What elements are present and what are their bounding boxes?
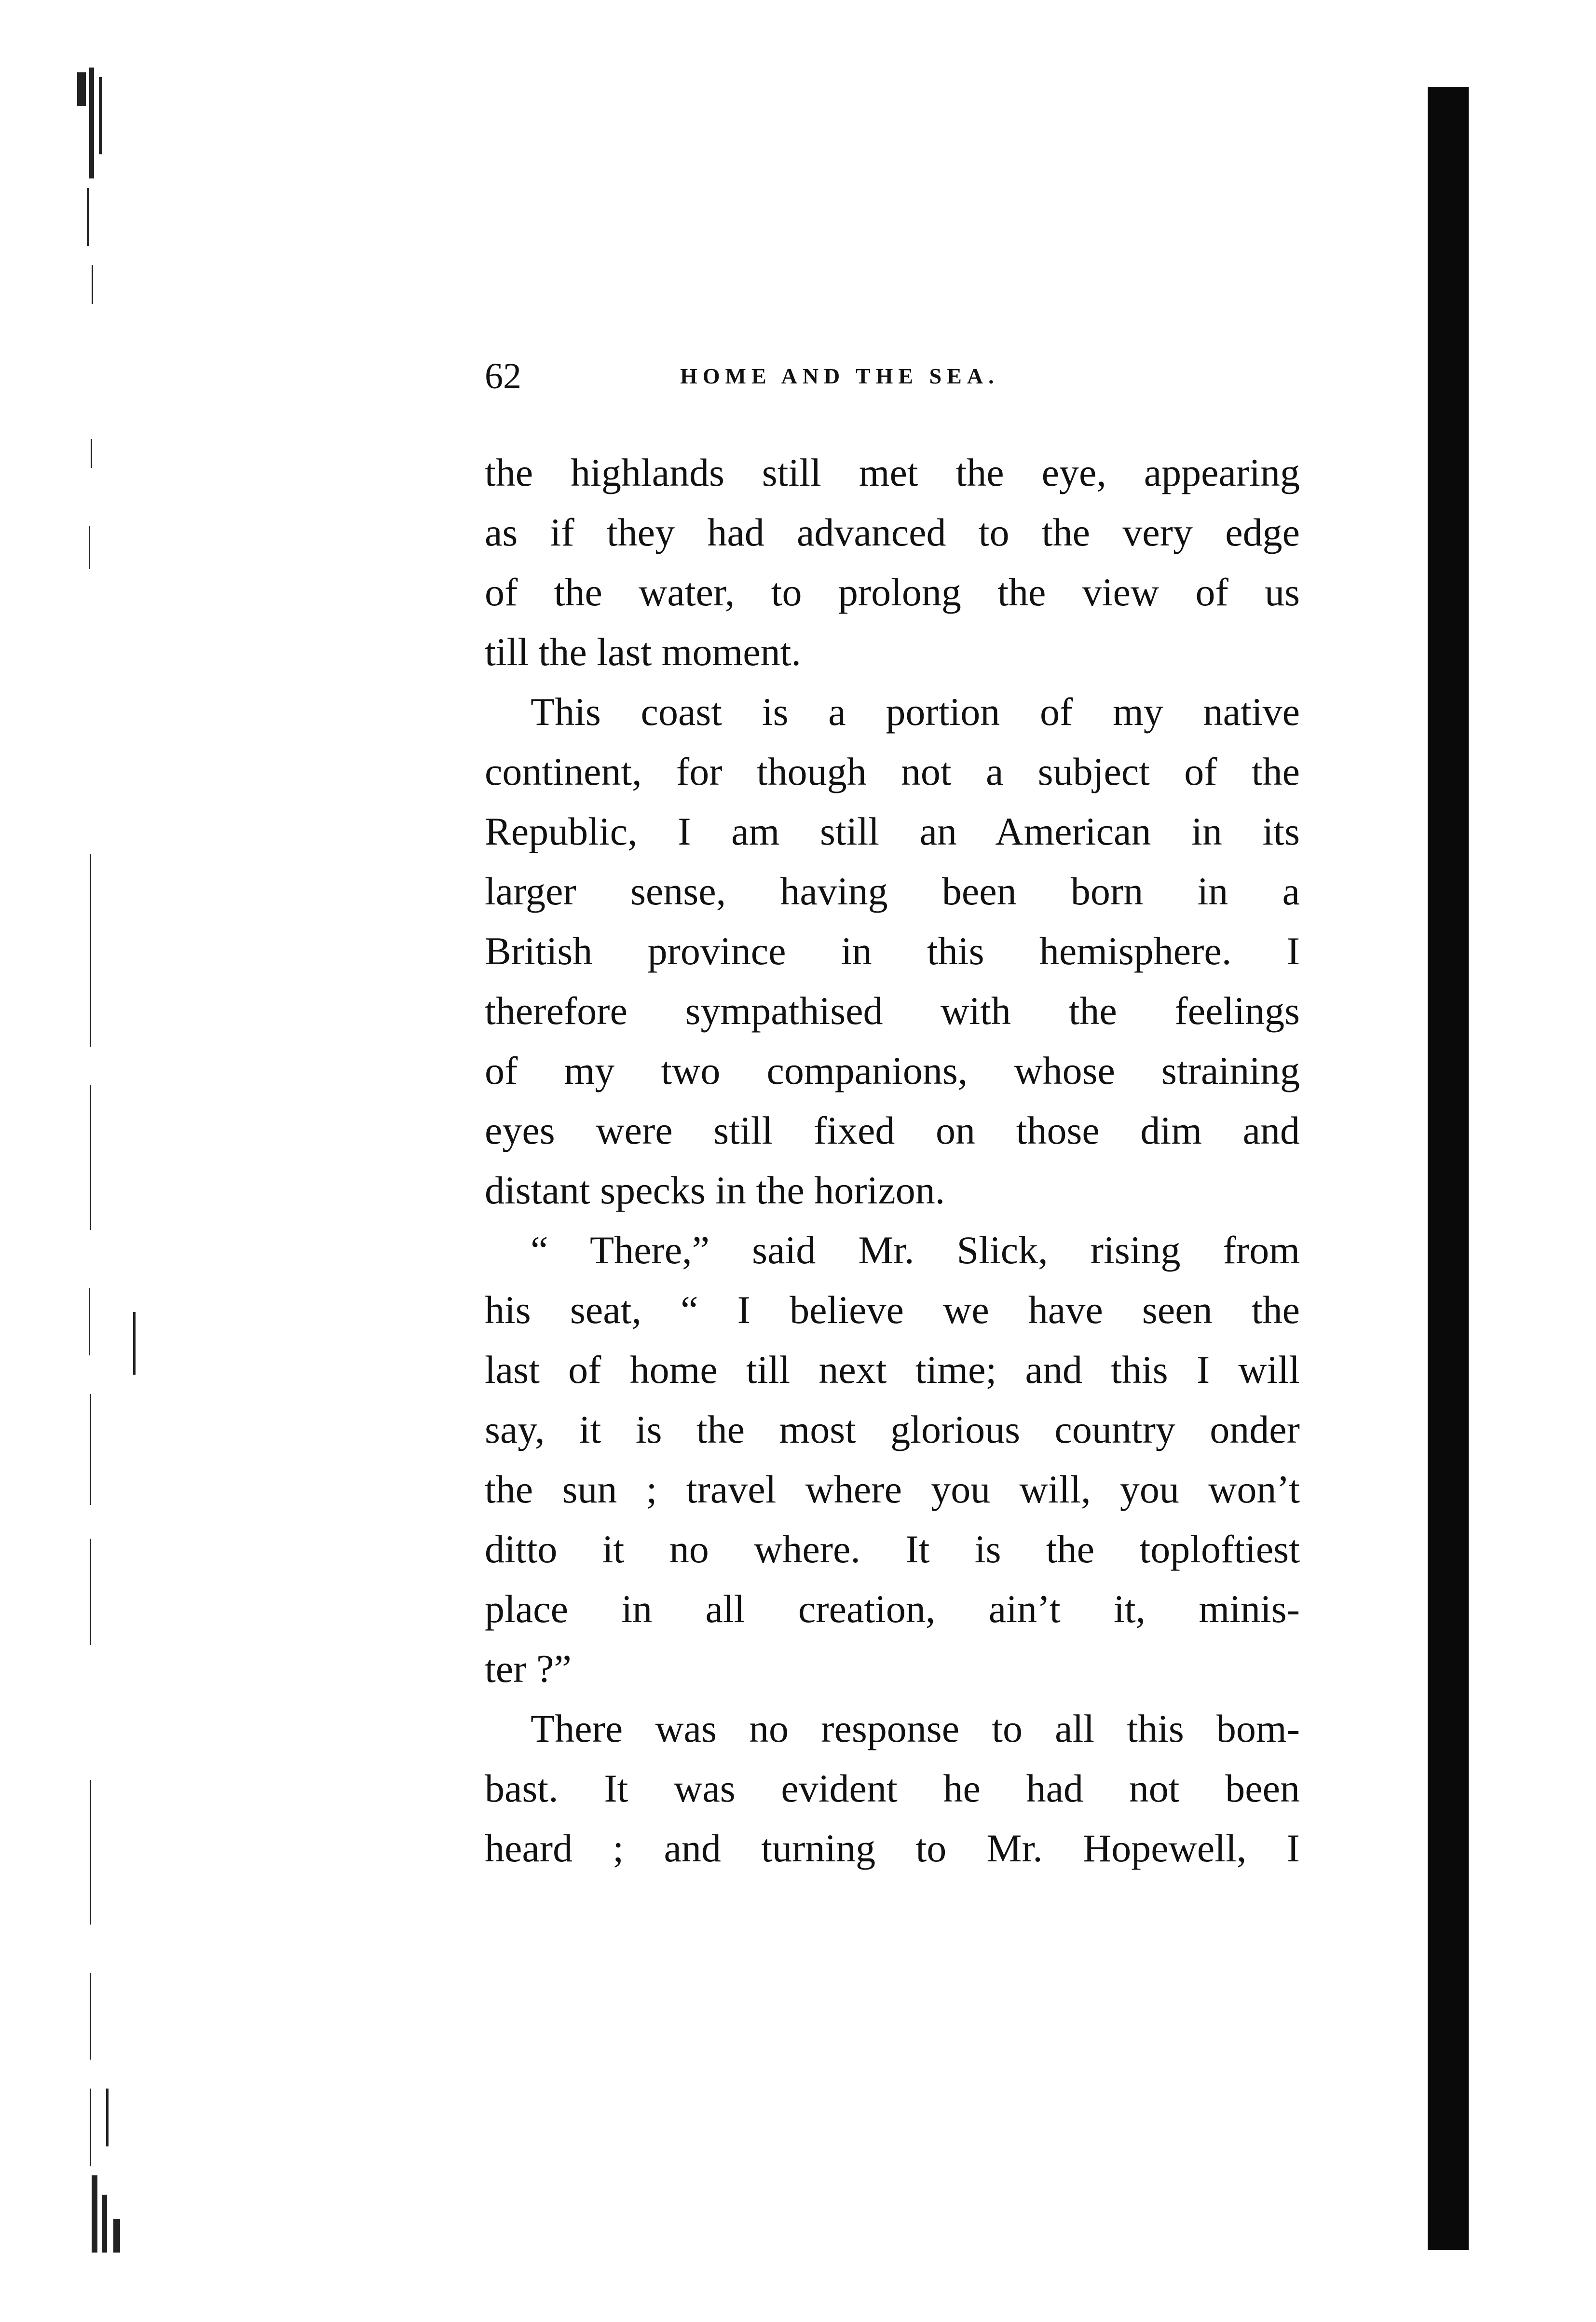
text-line: Republic, I am still an American in its [485,809,1300,853]
text-line: therefore sympathised with the feelings [485,989,1300,1033]
running-title: HOME AND THE SEA. [680,364,999,388]
text-line: his seat, “ I believe we have seen the [485,1288,1300,1332]
page-number: 62 [485,356,521,396]
text-line: There was no response to all this bom- [531,1707,1300,1750]
text-line: bast. It was evident he had not been [485,1766,1300,1810]
scan-edge-bar [1428,87,1469,2250]
text-line: eyes were still fixed on those dim and [485,1108,1300,1152]
text-line: the sun ; travel where you will, you won’t [485,1467,1300,1511]
text-line: as if they had advanced to the very edge [485,510,1300,554]
text-line: larger sense, having been born in a [485,869,1300,913]
text-line: ditto it no where. It is the toploftiest [485,1527,1300,1571]
scan-edge-artifacts [72,63,183,2262]
text-line: the highlands still met the eye, appearing [485,451,1300,494]
text-line: till the last moment. [485,630,801,674]
text-line: of the water, to prolong the view of us [485,570,1300,614]
text-line: place in all creation, ain’t it, minis- [485,1587,1300,1631]
body-text [485,443,1300,1878]
text-line: British province in this hemisphere. I [485,929,1300,973]
page-header [485,352,1126,400]
text-line: “ There,” said Mr. Slick, rising from [531,1228,1300,1272]
text-line: This coast is a portion of my native [531,690,1300,734]
text-line: last of home till next time; and this I will [485,1348,1300,1392]
text-line: ter ?” [485,1647,572,1691]
text-line: continent, for though not a subject of the [485,750,1300,793]
text-line: distant specks in the horizon. [485,1168,945,1212]
text-line: of my two companions, whose straining [485,1049,1300,1093]
text-line: heard ; and turning to Mr. Hopewell, I [485,1826,1300,1870]
text-line: say, it is the most glorious country onder [485,1407,1300,1451]
